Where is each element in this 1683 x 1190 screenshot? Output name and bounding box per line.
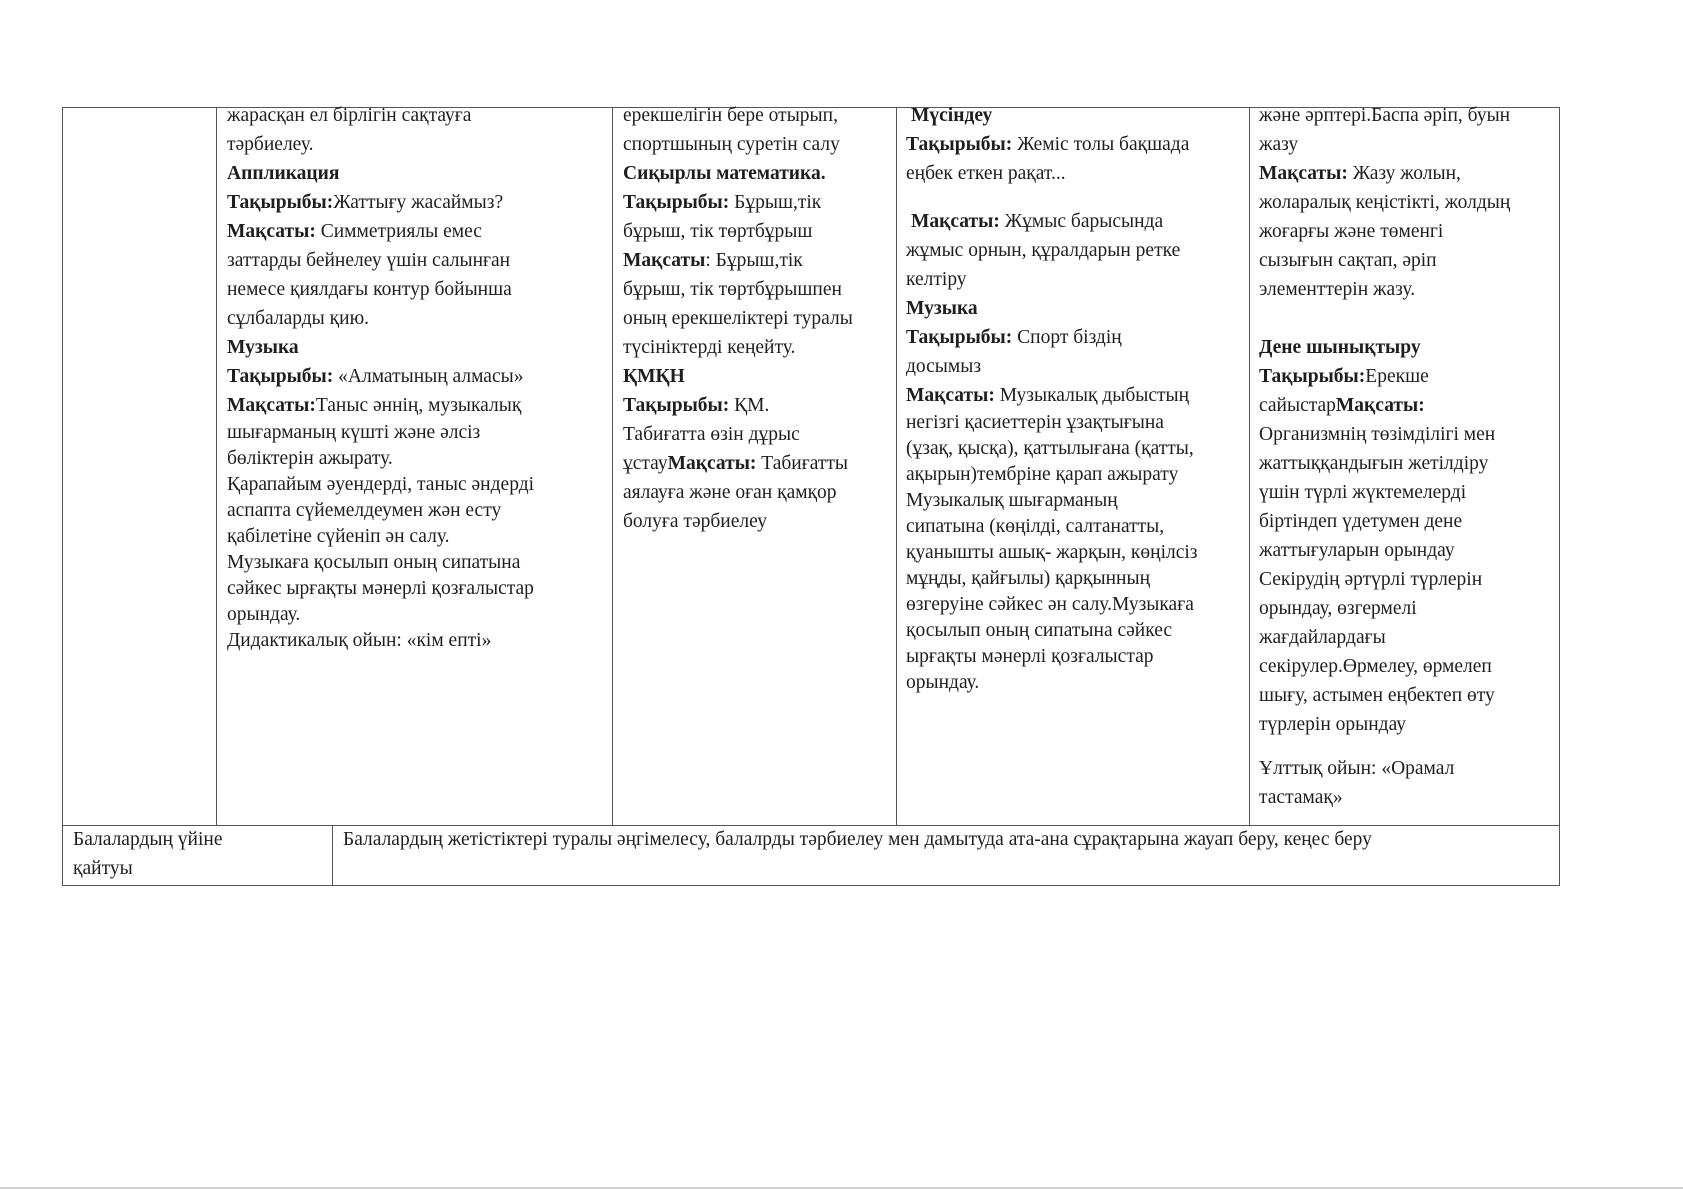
topic-text: сайыстар: [1259, 395, 1336, 416]
text-line: орындау.: [906, 672, 980, 693]
scan-edge-line: [0, 1187, 1683, 1189]
goal-text: Симметриялы емес: [315, 221, 482, 242]
text-line: шығарманың күшті және әлсіз: [227, 422, 481, 443]
activity-cell-3: [623, 101, 893, 536]
section-heading-safety: ҚМҚН: [623, 366, 685, 387]
text-line: секірулер.Өрмелеу, өрмелеп: [1259, 656, 1492, 677]
text-line: орындау, өзгермелі: [1259, 598, 1417, 619]
goal-label: Мақсаты:: [906, 385, 995, 406]
text-line: ақырын)тембріне қарап ажырату: [906, 464, 1179, 485]
text-line: болуға тәрбиелеу: [623, 511, 768, 532]
topic-text: Жаттығу жасаймыз?: [333, 192, 504, 213]
text-line: негізгі қасиеттерін ұзақтығына: [906, 412, 1164, 433]
section-heading-applique: Аппликация: [227, 163, 340, 184]
activity-cell-5: [1259, 101, 1559, 812]
topic-label: Тақырыбы:: [906, 327, 1013, 348]
spacer: [1259, 304, 1559, 333]
column-divider: [332, 825, 333, 885]
text-line: жазу: [1259, 134, 1299, 155]
text-line: ерекшелігін бере отырып,: [623, 105, 838, 126]
text-line: жағдайлардағы: [1259, 627, 1386, 648]
text-line: бұрыш, тік төртбұрыш: [623, 221, 813, 242]
row-content: Балалардың жетістіктері туралы әңгімелесу, балалрды тәрбиелеу мен дамытуда ата-ана сұрақтарына жауап беру, кеңес беру: [343, 829, 1372, 850]
text-line: жаттығуларын орындау: [1259, 540, 1455, 561]
text-line: жоларалық кеңістікті, жолдың: [1259, 192, 1511, 213]
text-line: тәрбиелеу.: [227, 134, 314, 155]
goal-label: Мақсаты:: [227, 395, 316, 416]
text-line: Секірудің әртүрлі түрлерін: [1259, 569, 1483, 590]
activity-cell-4: [906, 101, 1246, 696]
text-line: Қарапайым әуендерді, таныс әндерді: [227, 474, 535, 495]
going-home-content-cell: [343, 825, 1553, 854]
goal-text: Таныс әннің, музыкалық: [315, 395, 522, 416]
text-line: еңбек еткен рақат...: [906, 163, 1066, 184]
national-game: Ұлттық ойын: «Орамал: [1259, 758, 1455, 779]
goal-label: Мақсаты:: [1335, 395, 1425, 416]
text-line: түсініктерді кеңейту.: [623, 337, 796, 358]
text-line: сәйкес ырғақты мәнерлі қозғалыстар: [227, 578, 534, 599]
topic-text: Ерекше: [1365, 366, 1429, 387]
topic-label: Тақырыбы:: [623, 192, 730, 213]
text-line: жоғарғы және төменгі: [1259, 221, 1444, 242]
topic-text: Спорт біздің: [1012, 327, 1122, 348]
topic-text: Жеміс толы бақшада: [1012, 134, 1190, 155]
time-cell-empty: [63, 108, 216, 825]
section-heading-modeling: Мүсіндеу: [911, 105, 993, 126]
text-line: қабілетіне сүйеніп ән салу.: [227, 526, 450, 547]
goal-text: : Бұрыш,тік: [705, 250, 803, 271]
text-line: мұңды, қайғылы) қарқынның: [906, 568, 1151, 589]
row-label: Балалардың үйіне: [73, 829, 223, 850]
topic-label: Тақырыбы:: [623, 395, 730, 416]
text-line: қосылып оның сипатына сәйкес: [906, 620, 1173, 641]
text-line: біртіндеп үдетумен дене: [1259, 511, 1463, 532]
goal-text: Жазу жолын,: [1347, 163, 1461, 184]
topic-text: ұстау: [623, 453, 668, 474]
goal-label: Мақсаты:: [1259, 163, 1348, 184]
section-heading-music: Музыка: [227, 337, 299, 358]
goal-label: Мақсаты:: [911, 211, 1000, 232]
text-line: бөліктерін ажырату.: [227, 448, 393, 469]
text-line: (ұзақ, қысқа), қаттылығана (қатты,: [906, 438, 1194, 459]
text-line: орындау.: [227, 604, 301, 625]
text-line: Музыкалық шығарманың: [906, 490, 1118, 511]
text-line: шығу, астымен еңбектеп өту: [1259, 685, 1495, 706]
text-line: сипатына (көңілді, салтанатты,: [906, 516, 1165, 537]
text-line: аялауға және оған қамқор: [623, 482, 837, 503]
text-line: элементтерін жазу.: [1259, 279, 1416, 300]
text-line: түрлерін орындау: [1259, 714, 1407, 735]
spacer: [1259, 739, 1559, 754]
text-line: үшін түрлі жүктемелерді: [1259, 482, 1467, 503]
plan-table: [62, 107, 1560, 886]
section-heading-music: Музыка: [906, 298, 978, 319]
text-line: жарасқан ел бірлігін сақтауға: [227, 105, 472, 126]
column-divider: [896, 108, 897, 825]
topic-text: «Алматының алмасы»: [333, 366, 524, 387]
goal-text: Табиғатты: [756, 453, 849, 474]
text-line: өзгеруіне сәйкес ән салу.Музыкаға: [906, 594, 1194, 615]
topic-label: Тақырыбы:: [906, 134, 1013, 155]
topic-label: Тақырыбы:: [1259, 366, 1366, 387]
goal-label: Мақсаты: [623, 250, 706, 271]
topic-text: Бұрыш,тік: [729, 192, 822, 213]
activity-cell-2: [227, 101, 607, 654]
text-line: аспапта сүйемелдеумен жән есту: [227, 500, 502, 521]
spacer: [906, 188, 1246, 207]
row-label: қайтуы: [73, 858, 133, 879]
text-line: жұмыс орнын, құралдарын ретке: [906, 240, 1181, 261]
text-line: және әрптері.Баспа әріп, буын: [1259, 105, 1511, 126]
text-line: ырғақты мәнерлі қозғалыстар: [906, 646, 1154, 667]
text-line: спортшының суретін салу: [623, 134, 840, 155]
column-divider: [1249, 108, 1250, 825]
topic-label: Тақырыбы:: [227, 192, 334, 213]
goal-label: Мақсаты:: [667, 453, 757, 474]
topic-label: Тақырыбы:: [227, 366, 334, 387]
column-divider: [216, 108, 217, 825]
goal-text: Жұмыс барысында: [999, 211, 1164, 232]
text-line: жаттыққандығын жетілдіру: [1259, 453, 1489, 474]
text-line: бұрыш, тік төртбұрышпен: [623, 279, 842, 300]
section-heading-math: Сиқырлы математика.: [623, 163, 826, 184]
text-line: немесе қиялдағы контур бойынша: [227, 279, 512, 300]
text-line: сұлбаларды қию.: [227, 308, 370, 329]
goal-text: Музыкалық дыбыстың: [994, 385, 1190, 406]
text-line: қуанышты ашық- жарқын, көңілсіз: [906, 542, 1198, 563]
text-line: Музыкаға қосылып оның сипатына: [227, 552, 521, 573]
didactic-game: Дидактикалық ойын: «кім епті»: [227, 630, 492, 651]
section-heading-pe: Дене шынықтыру: [1259, 337, 1421, 358]
text-line: келтіру: [906, 269, 967, 290]
text-line: Табиғатта өзін дұрыс: [623, 424, 800, 445]
goal-label: Мақсаты:: [227, 221, 316, 242]
going-home-label-cell: [73, 825, 328, 883]
national-game: тастамақ»: [1259, 787, 1343, 808]
text-line: Организмнің төзімділігі мен: [1259, 424, 1496, 445]
text-line: оның ерекшеліктері туралы: [623, 308, 853, 329]
text-line: досымыз: [906, 356, 982, 377]
text-line: сызығын сақтап, әріп: [1259, 250, 1437, 271]
column-divider: [612, 108, 613, 825]
text-line: заттарды бейнелеу үшін салынған: [227, 250, 511, 271]
topic-text: ҚМ.: [729, 395, 770, 416]
